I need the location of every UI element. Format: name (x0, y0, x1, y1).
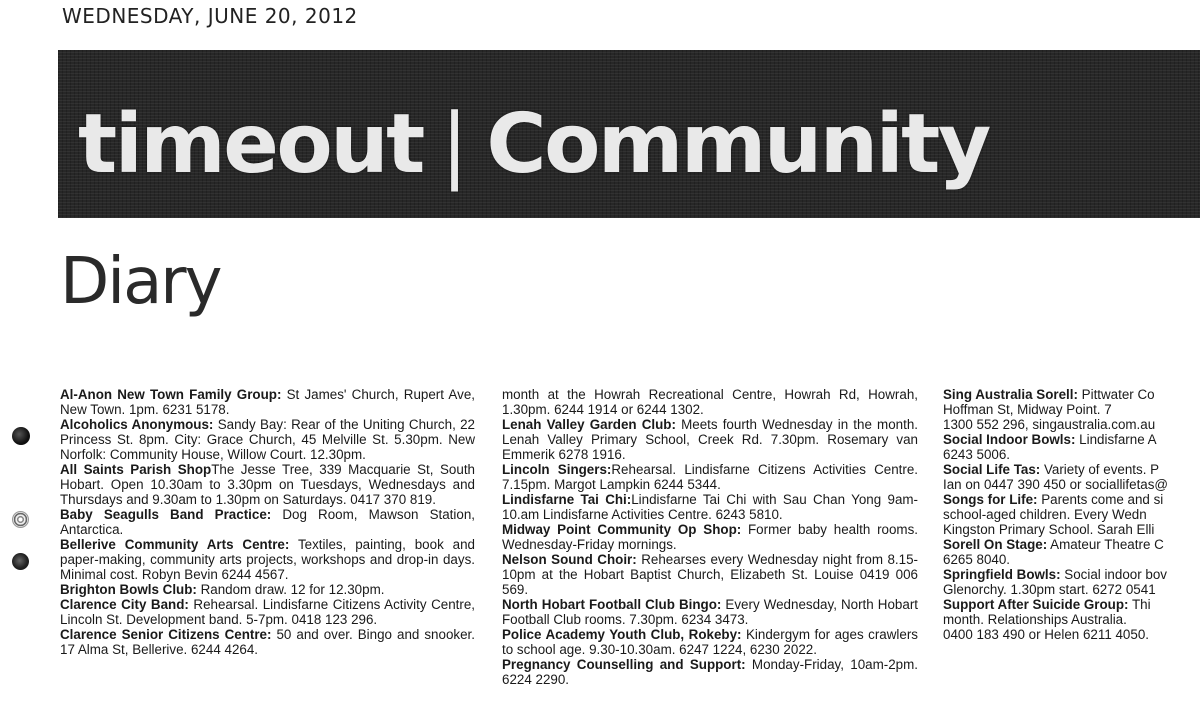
diary-entry (502, 522, 918, 552)
diary-entry (943, 627, 1200, 642)
diary-entry (943, 462, 1200, 477)
diary-entry (943, 507, 1200, 522)
diary-entry (502, 462, 918, 492)
entry-details: 6243 5006. (943, 447, 1011, 462)
entry-name: Nelson Sound Choir: (502, 552, 637, 567)
diary-entry (943, 537, 1200, 552)
diary-entry (943, 492, 1200, 507)
diary-entry (943, 612, 1200, 627)
banner-brand: timeout (78, 97, 423, 192)
entry-details: Rehearsal. Lindisfarne Citizens Activity Centre, Lincoln St. Development band. 5-7pm. 0418 123 296. (60, 597, 475, 627)
section-banner (58, 50, 1200, 218)
entry-name: Midway Point Community Op Shop: (502, 522, 742, 537)
diary-entry (943, 522, 1200, 537)
diary-entry (60, 627, 475, 657)
diary-entry (943, 567, 1200, 582)
entry-details: Variety of events. P (1040, 462, 1160, 477)
entry-name: North Hobart Football Club Bingo: (502, 597, 722, 612)
entry-name: Lincoln Singers: (502, 462, 612, 477)
bullet-dot-icon (12, 427, 30, 445)
entry-details: 1300 552 296, singaustralia.com.au (943, 417, 1156, 432)
entry-name: Springfield Bowls: (943, 567, 1061, 582)
entry-details: Meets fourth Wednesday in the month. Lenah Valley Primary School, Creek Rd. 7.30pm. Rosemary van Emmerik 6278 1916. (502, 417, 918, 462)
entry-details: Monday-Friday, 10am-2pm. 6224 2290. (502, 657, 918, 687)
entry-details: Rehearses every Wednesday night from 8.15-10pm at the Hobart Baptist Church, Elizabeth St. Louise 0419 006 569. (502, 552, 919, 597)
diary-entry (60, 507, 475, 537)
entry-details: Kingston Primary School. Sarah Elli (943, 522, 1155, 537)
diary-entry (502, 627, 918, 657)
entry-details: 50 and over. Bingo and snooker. 17 Alma St, Bellerive. 6244 4264. (60, 627, 475, 657)
entry-details: Ian on 0447 390 450 or sociallifetas@ (943, 477, 1169, 492)
diary-entry (60, 537, 475, 582)
diary-entry (502, 552, 918, 597)
diary-entry (943, 387, 1200, 402)
diary-entry (502, 492, 918, 522)
entry-details: Sandy Bay: Rear of the Uniting Church, 22 Princess St. 8pm. City: Grace Church, 45 Melville St. 5.30pm. New Norfolk: Community House, Willow Court. 12.30pm. (60, 417, 476, 462)
entry-details: month. Relationships Australia. (943, 612, 1127, 627)
entry-name: Brighton Bowls Club: (60, 582, 197, 597)
entry-details: Pittwater Co (1077, 387, 1155, 402)
entry-details: Kindergym for ages crawlers to school age. 9.30-10.30am. 6247 1224, 6230 2022. (502, 627, 918, 657)
bullet-dot-icon (12, 553, 29, 570)
entry-name: Alcoholics Anonymous: (60, 417, 214, 432)
entry-name: Social Indoor Bowls: (943, 432, 1076, 447)
diary-entry (943, 402, 1200, 417)
entry-details: 6265 8040. (943, 552, 1011, 567)
diary-entry (502, 387, 918, 417)
entry-name: Police Academy Youth Club, Rokeby: (502, 627, 742, 642)
diary-entry (943, 582, 1200, 597)
diary-entry (60, 387, 475, 417)
entry-name: Clarence Senior Citizens Centre: (60, 627, 272, 642)
diary-entry (943, 552, 1200, 567)
entry-details: Amateur Theatre C (1047, 537, 1164, 552)
banner-separator: | (440, 97, 469, 192)
entry-name: Social Life Tas: (943, 462, 1041, 477)
entry-name: Al-Anon New Town Family Group: (60, 387, 282, 402)
diary-column-3 (943, 387, 1200, 642)
entry-details: Social indoor bov (1060, 567, 1167, 582)
diary-entry (943, 477, 1200, 492)
entry-name: Bellerive Community Arts Centre: (60, 537, 290, 552)
entry-name: All Saints Parish Shop (60, 462, 212, 477)
entry-details: Former baby health rooms. Wednesday-Friday mornings. (502, 522, 918, 552)
entry-name: Baby Seagulls Band Practice: (60, 507, 272, 522)
entry-name: Pregnancy Counselling and Support: (502, 657, 746, 672)
entry-details: 0400 183 490 or Helen 6211 4050. (943, 627, 1149, 642)
entry-details: month at the Howrah Recreational Centre, Howrah Rd, Howrah, 1.30pm. 6244 1914 or 6244 1302. (502, 387, 918, 417)
entry-name: Clarence City Band: (60, 597, 189, 612)
entry-details: Rehearsal. Lindisfarne Citizens Activities Centre. 7.15pm. Margot Lampkin 6244 5344. (502, 462, 918, 492)
entry-details: Dog Room, Mawson Station, Antarctica. (60, 507, 475, 537)
diary-entry (943, 447, 1200, 462)
entry-details: The Jesse Tree, 339 Macquarie St, South Hobart. Open 10.30am to 3.30pm on Tuesdays, Wednesdays and Thursdays and 9.30am to 1.30pm on Saturdays. 0417 370 819. (60, 462, 475, 507)
entry-details: Lindisfarne Tai Chi with Sau Chan Yong 9am-10.am Lindisfarne Activities Centre. 6243 5810. (502, 492, 919, 522)
banner-section: Community (486, 97, 989, 192)
entry-name: Support After Suicide Group: (943, 597, 1129, 612)
entry-details: Random draw. 12 for 12.30pm. (196, 582, 385, 597)
issue-date: WEDNESDAY, JUNE 20, 2012 (62, 4, 358, 28)
entry-details: Textiles, painting, book and paper-making, community arts projects, workshops and drop-in days. Minimal cost. Robyn Bevin 6244 4567. (60, 537, 475, 582)
entry-name: Sorell On Stage: (943, 537, 1048, 552)
entry-details: school-aged children. Every Wedn (943, 507, 1147, 522)
diary-entry (60, 462, 475, 507)
entry-details: Hoffman St, Midway Point. 7 (943, 402, 1112, 417)
diary-entry (943, 432, 1200, 447)
bullet-ring-icon (12, 511, 29, 528)
section-title: Diary (60, 245, 221, 319)
diary-entry (60, 417, 475, 462)
entry-name: Lindisfarne Tai Chi: (502, 492, 632, 507)
entry-details: Glenorchy. 1.30pm start. 6272 0541 (943, 582, 1156, 597)
entry-details: Lindisfarne A (1075, 432, 1157, 447)
diary-entry (60, 582, 475, 597)
diary-entry (502, 597, 918, 627)
entry-name: Songs for Life: (943, 492, 1038, 507)
diary-entry (502, 657, 918, 687)
entry-name: Lenah Valley Garden Club: (502, 417, 676, 432)
diary-column-1 (60, 387, 475, 657)
banner-title (78, 97, 989, 192)
entry-details: Parents come and si (1037, 492, 1164, 507)
entry-details: Every Wednesday, North Hobart Football Club rooms. 7.30pm. 6234 3473. (502, 597, 918, 627)
entry-details: Thi (1128, 597, 1151, 612)
entry-name: Sing Australia Sorell: (943, 387, 1078, 402)
diary-entry (943, 417, 1200, 432)
diary-entry (943, 597, 1200, 612)
diary-column-2 (502, 387, 918, 687)
entry-details: St James' Church, Rupert Ave, New Town. 1pm. 6231 5178. (60, 387, 475, 417)
diary-entry (60, 597, 475, 627)
diary-entry (502, 417, 918, 462)
